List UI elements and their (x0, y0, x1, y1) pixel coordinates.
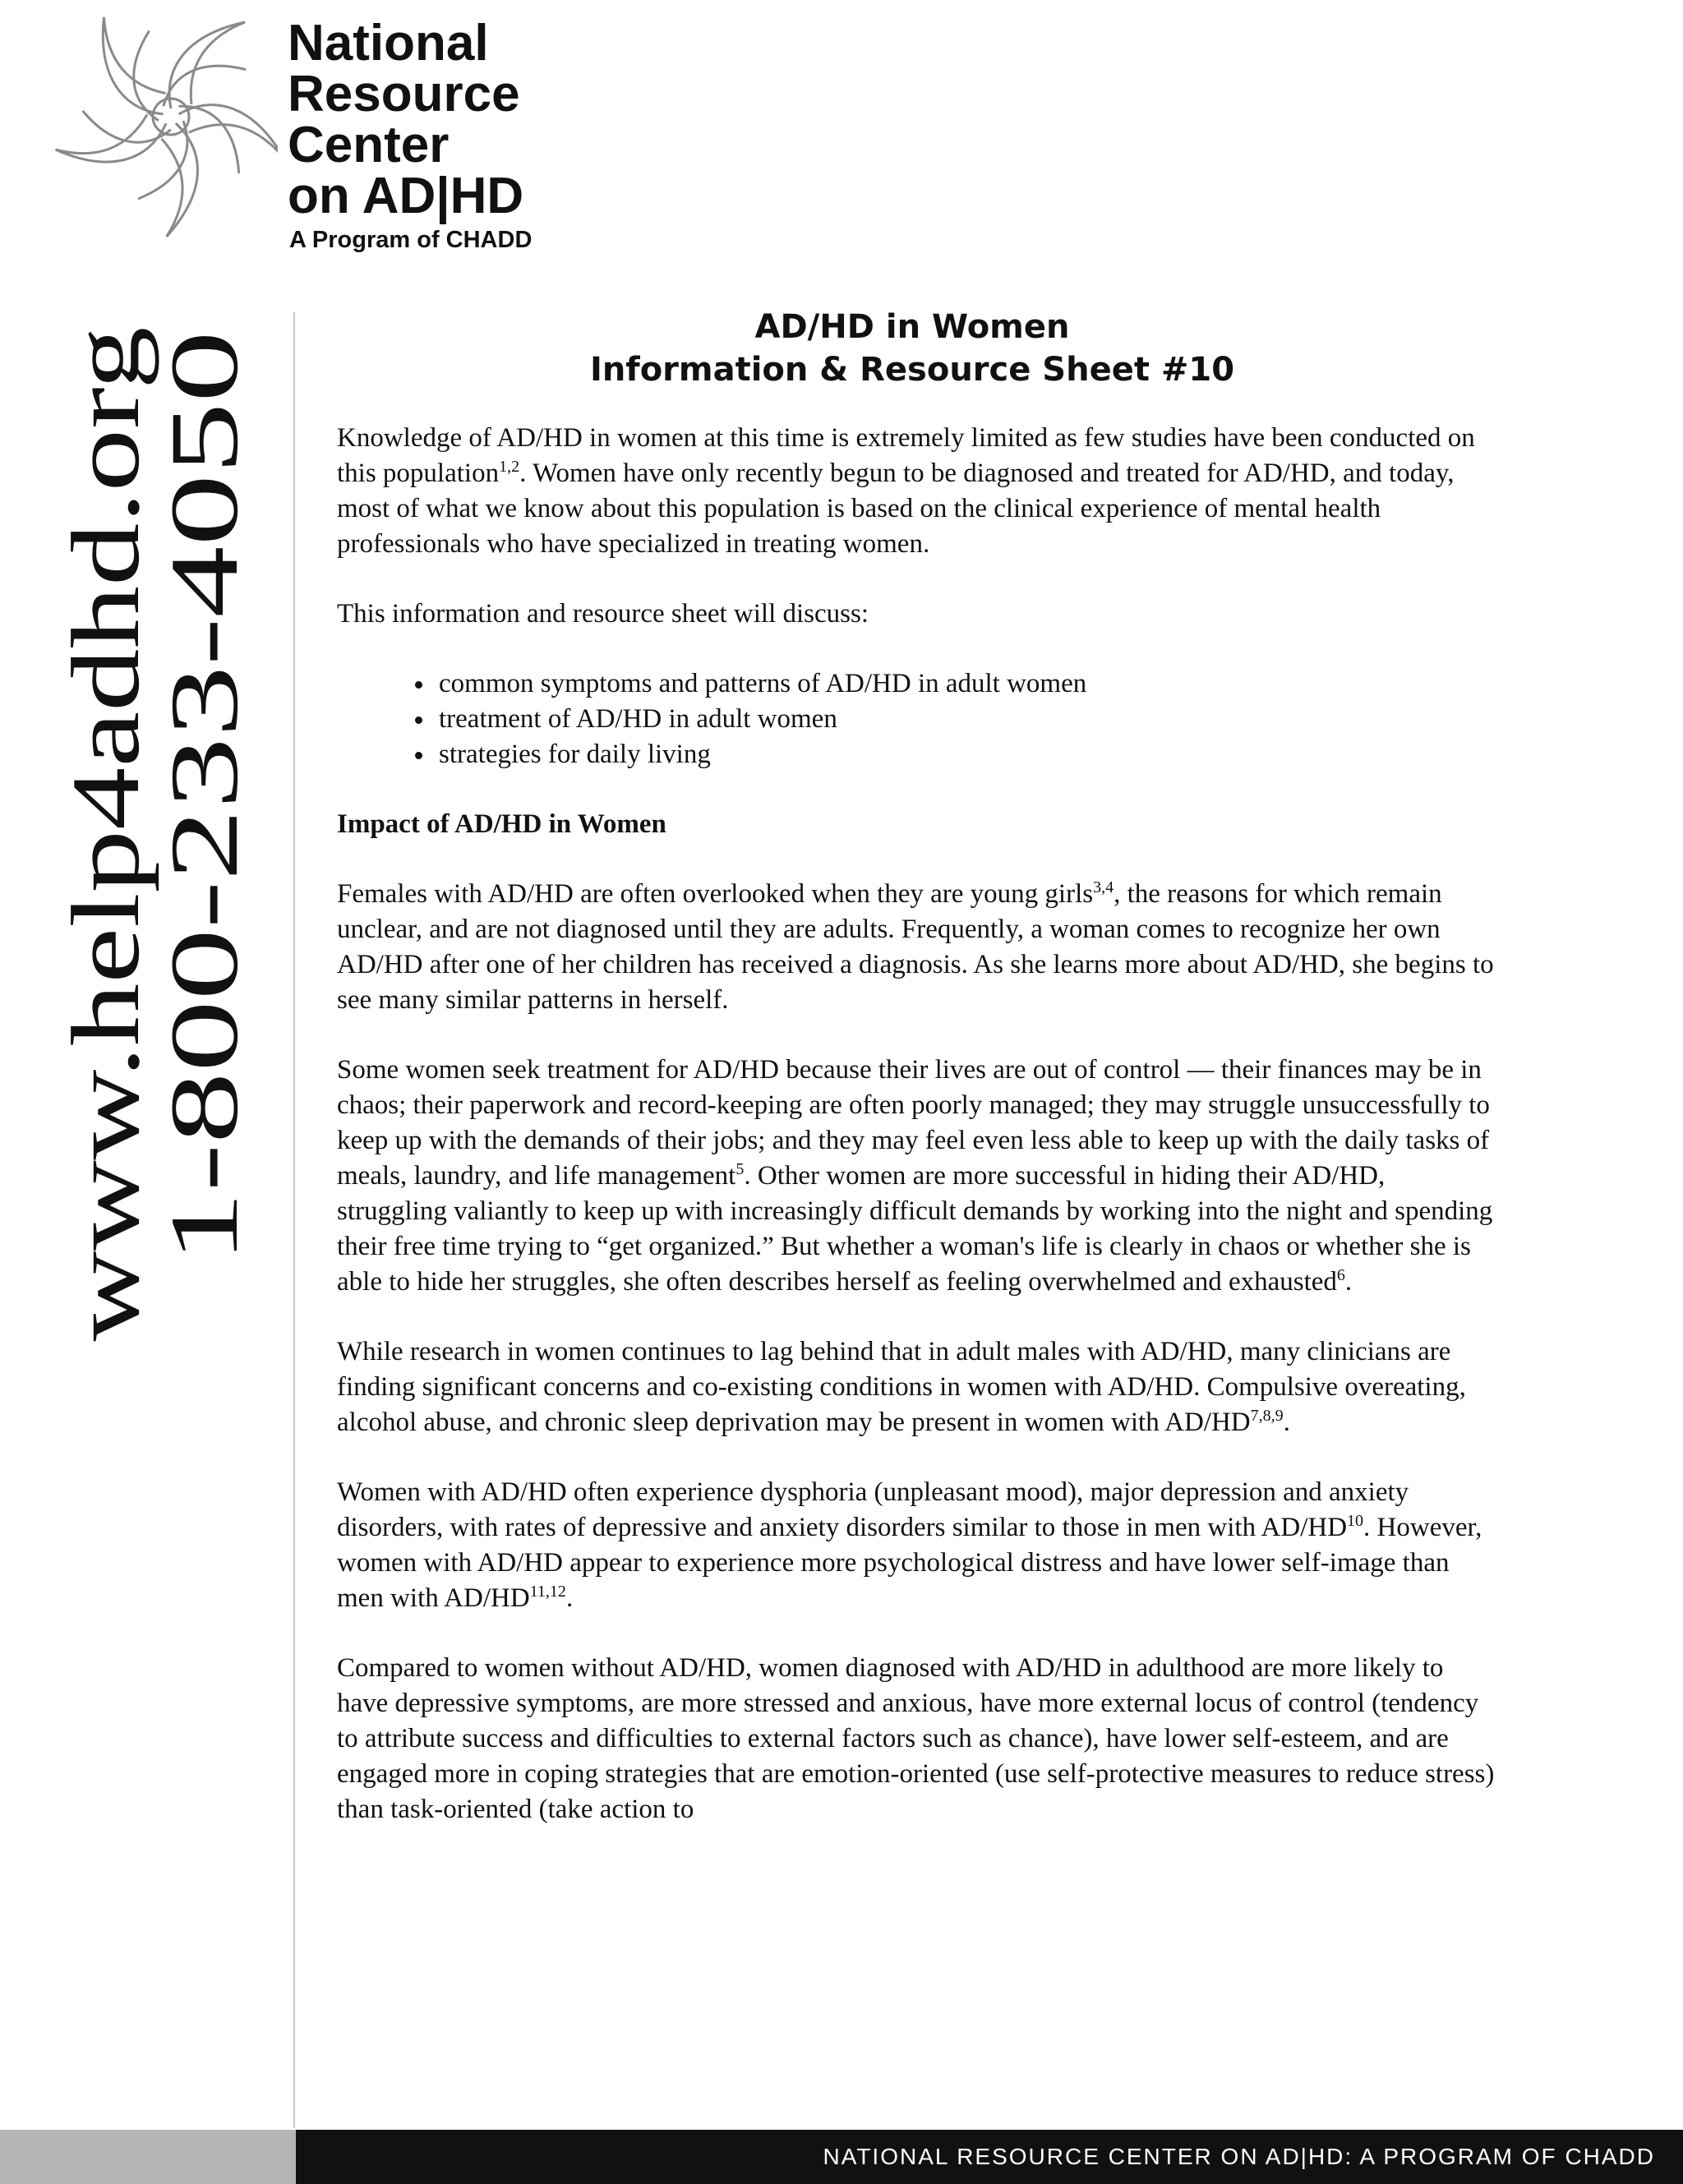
body-paragraph (337, 1053, 1496, 1300)
text-span: Some women seek treatment for AD/HD because their lives are out of control — their finances may be in chaos; their paperwork and record-keeping are often poorly managed; they may struggle unsuccessfully to keep up with the demands of their jobs; and they may feel even less able to keep up with the daily tasks of meals, laundry, and life management (337, 1055, 1490, 1191)
text-span: . Women have only recently begun to be diagnosed and treated for AD/HD, and today, most of what we know about this population is based on the clinical experience of mental health professionals who have specialized in treating women. (337, 458, 1455, 559)
body-paragraph (337, 877, 1496, 1018)
org-name-line: Resource (288, 66, 520, 122)
text-span: Knowledge of AD/HD in women at this time is extremely limited as few studies have been conducted on this population (337, 423, 1475, 488)
topic-list (337, 666, 1496, 772)
org-name-line: National (288, 15, 489, 71)
page-title (460, 306, 1364, 391)
text-span: . (1283, 1408, 1290, 1437)
vertical-sidebar (41, 316, 255, 1352)
margin-divider (293, 312, 295, 2128)
citation-superscript: 6 (1336, 1266, 1345, 1284)
org-name (288, 15, 524, 224)
citation-superscript: 7,8,9 (1250, 1407, 1284, 1425)
citation-superscript: 10 (1347, 1512, 1364, 1530)
org-name-line: Center (288, 117, 450, 173)
title-line-2: Information & Resource Sheet #10 (589, 351, 1235, 389)
text-span: , the reasons for which remain unclear, and are not diagnosed until they are adults. Frequently, a woman comes to recognize her own AD/HD after one of her children has received a diagnosis. As she learns more about AD/HD, she begins to see many similar patterns in herself. (337, 879, 1494, 1015)
list-item: • treatment of AD/HD in adult women (436, 702, 1496, 737)
footer-gray-block (0, 2130, 296, 2184)
section-heading: Impact of AD/HD in Women (337, 809, 666, 839)
text-span: While research in women continues to lag behind that in adult males with AD/HD, many clinicians are finding significant concerns and co-existing conditions in women with AD/HD. Compulsive overeating, alcohol abuse, and chronic sleep deprivation may be present in women with AD/HD (337, 1337, 1466, 1437)
list-item: • common symptoms and patterns of AD/HD in adult women (436, 666, 1496, 702)
org-subtitle: A Program of CHADD (289, 227, 533, 253)
title-line-1: AD/HD in Women (754, 308, 1070, 346)
citation-superscript: 1,2 (499, 458, 520, 476)
text-span: Women with AD/HD often experience dysphoria (unpleasant mood), major depression and anxiety disorders, with rates of depressive and anxiety disorders similar to those in men with AD/HD (337, 1477, 1409, 1542)
swirl-logo-icon (48, 10, 278, 256)
body-paragraph: Compared to women without AD/HD, women diagnosed with AD/HD in adulthood are more likely to have depressive symptoms, are more stressed and anxious, have more external locus of control (tendency to attribute success and difficulties to external factors such as chance), have lower self-esteem, and are engaged more in coping strategies that are emotion-oriented (use self-protective measures to reduce stress) than task-oriented (take action to (337, 1653, 1495, 1824)
citation-superscript: 11,12 (529, 1583, 566, 1601)
sidebar-phone: 1-800-233-4050 (150, 633, 255, 1264)
text-span: Females with AD/HD are often overlooked when they are young girls (337, 879, 1094, 909)
text-span: . However, women with AD/HD appear to experience more psychological distress and have lower self-image than men with AD/HD (337, 1513, 1482, 1613)
text-span: . Other women are more successful in hiding their AD/HD, struggling valiantly to keep up with increasingly difficult demands by working into the night and spending their free time trying to “get organized.” But whether a woman's life is clearly in chaos or whether she is able to hide her struggles, she often describes herself as feeling overwhelmed and exhausted (337, 1161, 1493, 1297)
list-item: • strategies for daily living (436, 737, 1496, 772)
text-span: . (565, 1583, 574, 1613)
citation-superscript: 3,4 (1093, 878, 1114, 896)
intro-paragraph (337, 421, 1496, 562)
org-name-line: on AD|HD (288, 168, 524, 224)
body-paragraph (337, 1334, 1496, 1440)
footer-bar: NATIONAL RESOURCE CENTER ON AD|HD: A PROGRAM OF CHADD (296, 2130, 1683, 2184)
text-span: . (1344, 1267, 1353, 1297)
document-body (337, 421, 1496, 1862)
body-paragraph (337, 1475, 1496, 1616)
intro-paragraph-2: This information and resource sheet will discuss: (337, 599, 869, 629)
citation-superscript: 5 (735, 1160, 745, 1178)
sidebar-website: www.help4adhd.org (52, 557, 159, 1342)
